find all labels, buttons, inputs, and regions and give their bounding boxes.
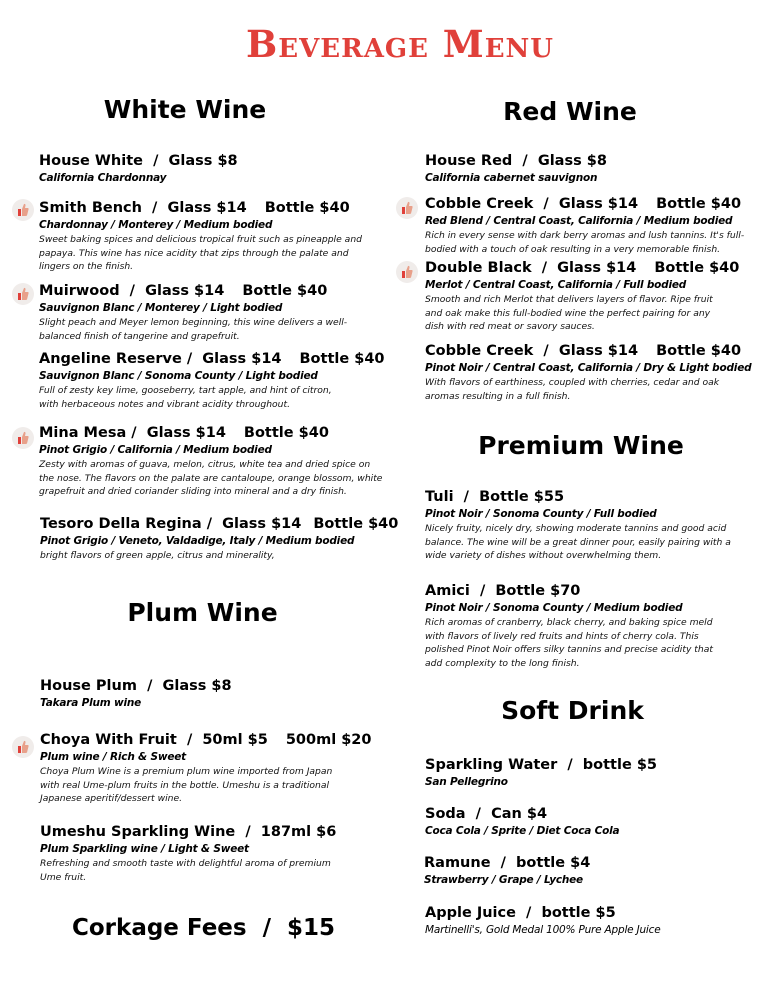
item-name: Sparkling Water <box>425 757 558 773</box>
menu-item <box>40 677 370 711</box>
item-name: House Plum <box>40 678 137 694</box>
item-description: Rich aromas of cranberry, black cherry, and baking spice meld with flavors of lively red fruits and hints of cherry cola. This polished Pinot Noir offers silky tannins and precise acidity that add complexity to the long finish. <box>425 617 713 669</box>
item-glass-price: Glass $14 <box>558 196 639 212</box>
item-description: bright flavors of green apple, citrus and minerality, <box>40 550 275 561</box>
item-description: Choya Plum Wine is a premium plum wine imported from Japan with real Ume-plum fruits in the bottle. Umeshu is a traditional Japanese aperitif/dessert wine. <box>40 766 333 804</box>
item-price: bottle $5 <box>582 757 658 773</box>
item-glass-price: Glass $8 <box>168 153 238 169</box>
menu-item <box>39 199 379 274</box>
item-heading: Muirwood / Glass $14 Bottle $40 <box>39 283 328 299</box>
item-bottle-price: Bottle $40 <box>242 283 328 299</box>
menu-item <box>425 582 730 670</box>
menu-item <box>425 152 755 186</box>
item-heading: Smith Bench / Glass $14 Bottle $40 <box>39 200 350 216</box>
item-name: Amici <box>425 583 470 599</box>
thumbs-up-icon <box>12 736 34 758</box>
item-subtitle: Pinot Noir / Sonoma County / Medium bodied <box>425 602 683 614</box>
item-bottle-price: Bottle $70 <box>495 583 581 599</box>
menu-item <box>40 823 335 884</box>
section-premium-wine: Premium Wine <box>478 431 684 460</box>
menu-item <box>425 259 740 334</box>
item-bottle-price: Bottle $40 <box>299 351 385 367</box>
item-subtitle: California cabernet sauvignon <box>425 172 598 184</box>
item-bottle-price: Bottle $40 <box>656 196 742 212</box>
item-heading: Double Black / Glass $14 Bottle $40 <box>425 260 740 276</box>
menu-item <box>425 195 750 256</box>
thumbs-up-icon <box>12 427 34 449</box>
item-subtitle: Plum Sparkling wine / Light & Sweet <box>40 843 249 855</box>
section-white-wine: White Wine <box>103 95 267 124</box>
item-name: Ramune <box>424 855 491 871</box>
menu-item <box>425 342 752 403</box>
menu-item <box>425 756 745 790</box>
item-price: bottle $4 <box>516 855 591 871</box>
item-name: Angeline Reserve <box>39 351 182 367</box>
item-name: Soda <box>425 806 466 822</box>
item-description: Rich in every sense with dark berry aromas and lush tannins. It's full-bodied with a touch of oak resulting in a very memorable finish. <box>425 230 745 255</box>
item-glass-price: Glass $14 <box>167 200 247 216</box>
item-name: Tuli <box>425 489 454 505</box>
item-bottle-price: 500ml $20 <box>285 732 372 748</box>
item-glass-price: Glass $14 <box>146 425 226 441</box>
item-name: Mina Mesa <box>39 425 127 441</box>
item-description: Full of zesty key lime, gooseberry, tart apple, and hint of citron, with herbaceous notes and vibrant acidity throughout. <box>39 385 332 410</box>
item-subtitle: Pinot Grigio / Veneto, Valdadige, Italy / Medium bodied <box>40 535 355 547</box>
item-name: Muirwood <box>39 283 120 299</box>
item-subtitle: Martinelli's, Gold Medal 100% Pure Apple Juice <box>425 924 661 936</box>
item-name: Double Black <box>425 260 532 276</box>
item-heading: House Plum / Glass $8 <box>40 678 232 694</box>
item-price: Can $4 <box>491 806 548 822</box>
item-glass-price: Glass $14 <box>222 516 302 532</box>
item-bottle-price: Bottle $40 <box>313 516 399 532</box>
item-heading: Apple Juice / bottle $5 <box>425 905 616 921</box>
item-glass-price: Glass $8 <box>537 153 607 169</box>
item-name: Smith Bench <box>39 200 142 216</box>
item-subtitle: Coca Cola / Sprite / Diet Coca Cola <box>425 825 620 837</box>
menu-item <box>425 904 745 938</box>
section-soft-drink: Soft Drink <box>501 696 644 725</box>
item-heading: Umeshu Sparkling Wine / 187ml $6 <box>40 824 337 840</box>
item-name: Apple Juice <box>425 905 516 921</box>
menu-item <box>39 152 369 186</box>
item-glass-price: 50ml $5 <box>202 732 268 748</box>
item-subtitle: San Pellegrino <box>425 776 508 788</box>
thumbs-up-icon <box>396 261 418 283</box>
item-subtitle: Takara Plum wine <box>40 697 142 709</box>
item-glass-price: Glass $8 <box>162 678 232 694</box>
item-subtitle: Pinot Grigio / California / Medium bodied <box>39 444 272 456</box>
section-red-wine: Red Wine <box>503 97 637 126</box>
menu-item <box>40 731 372 806</box>
item-heading: Angeline Reserve / Glass $14 Bottle $40 <box>39 351 385 367</box>
item-price: bottle $5 <box>541 905 616 921</box>
item-heading: Amici / Bottle $70 <box>425 583 581 599</box>
item-glass-price: Glass $14 <box>558 343 639 359</box>
item-bottle-price: Bottle $55 <box>479 489 565 505</box>
item-name: House Red <box>425 153 513 169</box>
item-heading: Mina Mesa / Glass $14 Bottle $40 <box>39 425 329 441</box>
item-description: Refreshing and smooth taste with delightful aroma of premium Ume fruit. <box>40 858 331 883</box>
item-description: With flavors of earthiness, coupled with cherries, cedar and oak aromas resulting in a full finish. <box>425 377 720 402</box>
menu-item <box>425 488 740 563</box>
item-heading: Ramune / bottle $4 <box>424 855 591 871</box>
item-heading: Choya With Fruit / 50ml $5 500ml $20 <box>40 732 372 748</box>
item-description: Nicely fruity, nicely dry, showing moderate tannins and good acid balance. The wine will be a great dinner pour, easily pairing with a wide variety of dishes without overwhelming them. <box>425 523 731 561</box>
item-glass-price: Glass $14 <box>202 351 282 367</box>
item-subtitle: Plum wine / Rich & Sweet <box>40 751 186 763</box>
item-subtitle: California Chardonnay <box>39 172 167 184</box>
item-name: House White <box>39 153 143 169</box>
corkage-fees: Corkage Fees / $15 <box>72 915 336 941</box>
item-heading: Cobble Creek / Glass $14 Bottle $40 <box>425 196 742 212</box>
item-bottle-price: Bottle $40 <box>243 425 329 441</box>
item-heading: House White / Glass $8 <box>39 153 238 169</box>
item-heading: Soda / Can $4 <box>425 806 548 822</box>
item-name: Cobble Creek <box>425 196 534 212</box>
corkage-price: $15 <box>287 915 336 941</box>
item-description: Slight peach and Meyer lemon beginning, this wine delivers a well-balanced finish of tangerine and grapefruit. <box>39 317 348 342</box>
corkage-label: Corkage Fees <box>72 915 247 941</box>
menu-item <box>39 350 385 411</box>
thumbs-up-icon <box>12 283 34 305</box>
item-name: Cobble Creek <box>425 343 534 359</box>
item-description: Zesty with aromas of guava, melon, citrus, white tea and dried spice on the nose. The flavors on the palate are cantaloupe, orange blossom, white grapefruit and dried coriander sliding into mineral and a dry finish. <box>39 459 383 497</box>
item-subtitle: Red Blend / Central Coast, California / Medium bodied <box>425 215 733 227</box>
item-description: Sweet baking spices and delicious tropical fruit such as pineapple and papaya. This wine has nice acidity that zips through the palate and lingers on the finish. <box>39 234 362 272</box>
item-subtitle: Sauvignon Blanc / Sonoma County / Light bodied <box>39 370 318 382</box>
item-subtitle: Strawberry / Grape / Lychee <box>424 874 583 886</box>
item-heading: House Red / Glass $8 <box>425 153 607 169</box>
item-description: Smooth and rich Merlot that delivers layers of flavor. Ripe fruit and oak make this full-bodied wine the perfect pairing for any dish with red meat or savory sauces. <box>425 294 713 332</box>
menu-item <box>424 854 744 888</box>
item-subtitle: Chardonnay / Monterey / Medium bodied <box>39 219 273 231</box>
thumbs-up-icon <box>12 199 34 221</box>
item-bottle-price: Bottle $40 <box>656 343 742 359</box>
item-glass-price: Glass $14 <box>557 260 637 276</box>
menu-item <box>40 515 399 563</box>
item-glass-price: 187ml $6 <box>260 824 337 840</box>
item-glass-price: Glass $14 <box>145 283 225 299</box>
item-heading: Cobble Creek / Glass $14 Bottle $40 <box>425 343 742 359</box>
item-heading: Tesoro Della Regina / Glass $14 Bottle $40 <box>40 516 399 532</box>
section-plum-wine: Plum Wine <box>127 598 278 627</box>
item-bottle-price: Bottle $40 <box>654 260 740 276</box>
item-subtitle: Sauvignon Blanc / Monterey / Light bodied <box>39 302 283 314</box>
thumbs-up-icon <box>396 197 418 219</box>
item-name: Tesoro Della Regina <box>40 516 202 532</box>
menu-item <box>39 282 359 343</box>
item-name: Umeshu Sparkling Wine <box>40 824 236 840</box>
menu-item <box>39 424 384 499</box>
item-name: Choya With Fruit <box>40 732 177 748</box>
item-bottle-price: Bottle $40 <box>264 200 350 216</box>
item-subtitle: Pinot Noir / Central Coast, California / Dry & Light bodied <box>425 362 752 374</box>
item-subtitle: Merlot / Central Coast, California / Full bodied <box>425 279 687 291</box>
item-subtitle: Pinot Noir / Sonoma County / Full bodied <box>425 508 657 520</box>
menu-item <box>425 805 745 839</box>
item-heading: Sparkling Water / bottle $5 <box>425 757 658 773</box>
menu-title: Beverage Menu <box>246 22 554 66</box>
item-heading: Tuli / Bottle $55 <box>425 489 565 505</box>
